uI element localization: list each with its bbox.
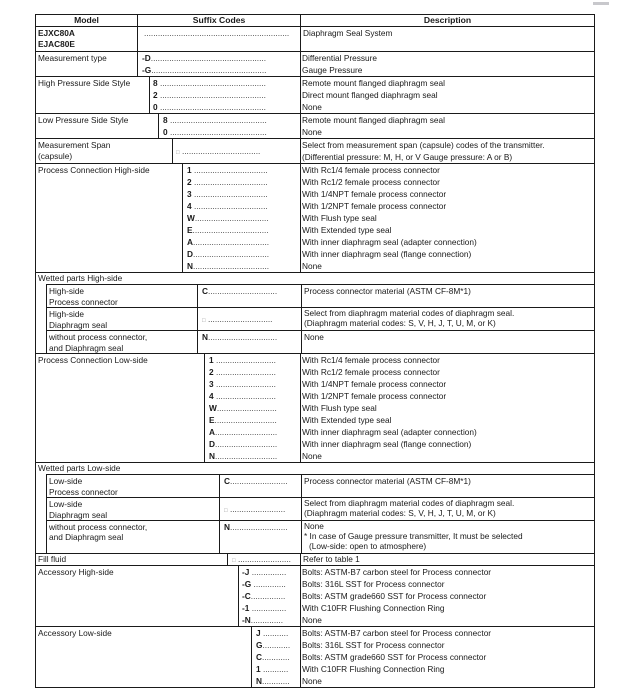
accessory-high-row: Accessory High-side -J ............... -G .............. -C............... -1 ............... -N.............. Bolts: ASTM-B7 carbon steel for Process connector Bolts: 316L SST for Process connector Bolts: ASTM grade660 SST for Process connector With C10FR Flushing Connection Ring None [36, 565, 594, 626]
model-description: Diaphragm Seal System [303, 28, 393, 38]
header-description: Description [423, 15, 472, 25]
measurement-type-row: Measurement type -D.................................................. -G.................................................. Differential Pressure Gauge Pressure [36, 51, 594, 76]
model-code: EJXC80A [38, 28, 75, 38]
accessory-low-row: Accessory Low-side J ........... G............ C............ 1 ........... N............ Bolts: ASTM-B7 carbon steel for Process connector Bolts: 316L SST for Process connector Bolts: ASTM grade660 SST for Process connector With C10FR Flushing Connection Ring None [36, 626, 594, 687]
model-code: EJAC80E [38, 39, 75, 49]
lp-style-row: Low Pressure Side Style 8 .......................................... 0 .......................................... Remote mount flanged diaphragm seal None [36, 113, 594, 138]
model-suffix-table [35, 14, 595, 688]
wetted-low-header: Wetted parts Low-side [36, 462, 594, 474]
process-connection-high-row: Process Connection High-side 1 ................................ 2 ................................ 3 ................................ 4 ................................ W................................ E................................. A................................. D................................. N................................. With Rc1/4 female process connector With Rc1/2 female process connector With 1/4NPT female process connector With 1/2NPT female process connector With Flush type seal With Extended type seal With inner diaphragm seal (adapter connection) With inner diaphragm seal (flange connection) None [36, 163, 594, 272]
header-model: Model [74, 15, 99, 25]
table-header [36, 15, 594, 26]
model-row: EJXC80A EJAC80E ............................................................... Diaphragm Seal System [36, 26, 594, 51]
header-suffix: Suffix Codes [192, 15, 246, 25]
page-marker [593, 2, 609, 5]
row-label: Measurement type [38, 53, 107, 63]
wetted-high-diaphragm-row: High-side Diaphragm seal □ ............................ Select from diaphragm material codes of diaphragm seal. (Diaphragm material codes: S, V, H, J, T, U, M, or K) [46, 307, 594, 330]
process-connection-low-row: Process Connection Low-side 1 .......................... 2 .......................... 3 .......................... 4 .......................... W.......................... E........................... A........................... D........................... N........................... With Rc1/4 female process connector With Rc1/2 female process connector With 1/4NPT female process connector With 1/2NPT female process connector With Flush type seal With Extended type seal With inner diaphragm seal (adapter connection) With inner diaphragm seal (flange connection) None [36, 353, 594, 462]
wetted-high-header: Wetted parts High-side [36, 272, 594, 284]
hp-style-row: High Pressure Side Style 8 .............................................. 2 .............................................. 0 .............................................. Remote mount flanged diaphragm seal Direct mount flanged diaphragm seal None [36, 76, 594, 113]
wetted-low-none-row: without process connector, and Diaphragm seal N......................... None * In case of Gauge pressure transmitter, It must be selected (Low-side: open to atmosphere) [46, 520, 594, 553]
wetted-low-diaphragm-row: Low-side Diaphragm seal □ ........................ Select from diaphragm material codes of diaphragm seal. (Diaphragm material codes: S, V, H, J, T, U, M, or K) [46, 497, 594, 520]
wetted-high-none-row: without process connector, and Diaphragm seal N.............................. None [46, 330, 594, 353]
row-label: Low Pressure Side Style [38, 115, 129, 125]
span-row: Measurement Span (capsule) □ .................................. Select from measurement span (capsule) codes of the transmitter. (Differential pressure: M, H, or V Gauge pressure: A or B) [36, 138, 594, 163]
row-label: High Pressure Side Style [38, 78, 131, 88]
fill-fluid-row: Fill fluid □ ....................... Refer to table 1 [36, 553, 594, 565]
wetted-high-connector-row: High-side Process connector C.............................. Process connector material (ASTM CF-8M*1) [46, 284, 594, 307]
wetted-low-connector-row: Low-side Process connector C......................... Process connector material (ASTM CF-8M*1) [46, 474, 594, 497]
